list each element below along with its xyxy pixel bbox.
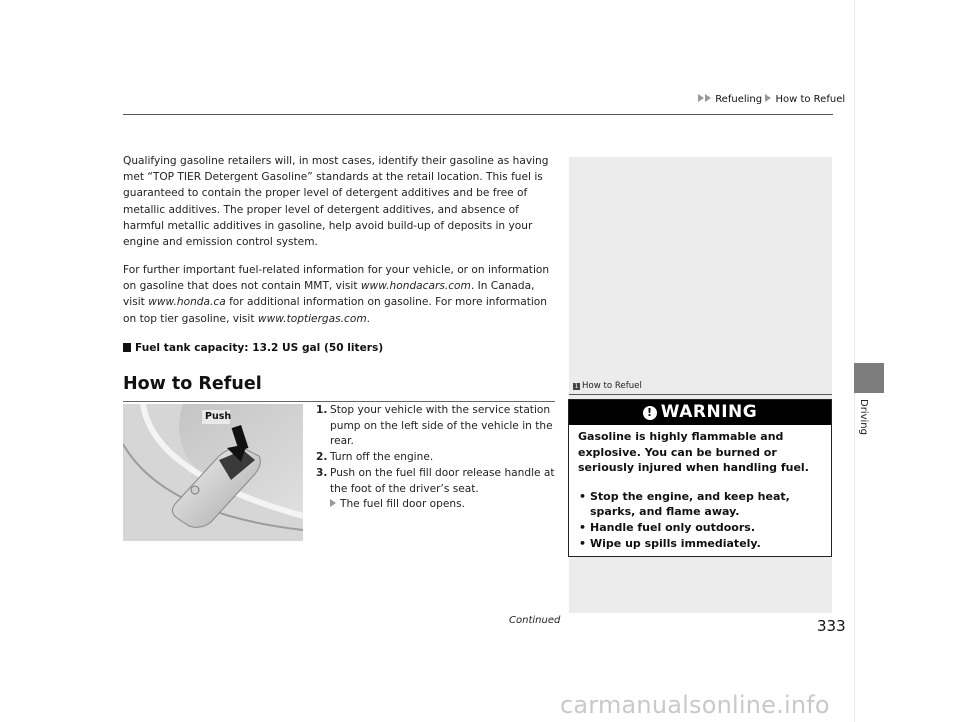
step-number: 2.	[316, 451, 328, 464]
link-honda-ca[interactable]: www.honda.ca	[148, 296, 226, 309]
step-text: Push on the fuel fill door release handle at the foot of the driver’s seat.	[330, 466, 555, 495]
note-divider	[569, 394, 832, 395]
step-number: 3.	[316, 466, 328, 479]
side-margin-line	[854, 0, 855, 722]
warning-box	[568, 399, 832, 557]
step-item	[316, 466, 556, 497]
page-number: 333	[817, 617, 846, 635]
note-title: How to Refuel	[582, 381, 642, 391]
continued-label: Continued	[509, 615, 561, 626]
step-result	[316, 497, 556, 513]
header-divider	[123, 114, 833, 115]
warning-bullet: • Stop the engine, and keep heat, sparks, and flame away.	[578, 489, 826, 520]
link-hondacars[interactable]: www.hondacars.com	[360, 280, 471, 293]
site-watermark: carmanualsonline.info	[560, 691, 830, 719]
step-result-text: The fuel fill door opens.	[340, 498, 466, 511]
section-divider	[123, 401, 555, 402]
fuel-door-release-illustration	[123, 404, 303, 541]
chevron-right-icon	[698, 94, 704, 102]
arrow-right-icon	[330, 499, 336, 507]
fuel-info-text: For further important fuel-related information for your vehicle, or on information on gasoline that does not contain MMT, visit	[123, 264, 550, 293]
step-item	[316, 450, 556, 466]
warning-intro: Gasoline is highly flammable and explosive. You can be burned or seriously injured when handling fuel.	[578, 430, 809, 475]
note-ref-icon: 1	[574, 383, 579, 390]
step-text: Turn off the engine.	[330, 451, 434, 464]
square-bullet-icon	[123, 343, 131, 352]
section-title: How to Refuel	[123, 374, 262, 394]
note-heading	[573, 381, 642, 391]
fuel-info-text: for additional information on gasoline. For more information on top tier gasoline, visit	[123, 296, 547, 325]
warning-bullet: • Handle fuel only outdoors.	[578, 520, 826, 536]
fuel-info-text: . In Canada, visit	[123, 280, 535, 309]
warning-title: WARNING	[660, 402, 758, 422]
warning-body	[578, 429, 826, 551]
step-text: Stop your vehicle with the service station pump on the left side of the vehicle in the rear.	[330, 404, 553, 448]
chevron-right-icon	[705, 94, 711, 102]
fuel-info-paragraph	[123, 262, 555, 327]
fuel-release-handle-drawing	[123, 404, 303, 541]
step-item	[316, 403, 556, 450]
chapter-tab-marker[interactable]	[854, 363, 884, 393]
breadcrumb	[698, 94, 845, 105]
fuel-capacity-heading	[123, 342, 383, 354]
link-toptiergas[interactable]: www.toptiergas.com	[257, 312, 367, 325]
warning-list	[578, 489, 826, 551]
warning-header	[569, 400, 831, 425]
fuel-info-text: .	[366, 312, 371, 325]
chapter-tab[interactable]	[857, 399, 871, 439]
breadcrumb-item-how-to-refuel[interactable]: How to Refuel	[775, 94, 846, 105]
refuel-steps	[316, 403, 556, 513]
chapter-tab-label: Driving	[858, 399, 869, 435]
warning-alert-icon: !	[643, 406, 657, 420]
warning-bullet: • Wipe up spills immediately.	[578, 536, 826, 552]
push-callout-label: Push	[205, 411, 232, 422]
breadcrumb-item-refueling[interactable]: Refueling	[715, 94, 763, 105]
fuel-capacity-label: Fuel tank capacity: 13.2 US gal (50 liters)	[135, 342, 384, 354]
chevron-right-icon	[765, 94, 771, 102]
intro-paragraph: Qualifying gasoline retailers will, in most cases, identify their gasoline as having met “TOP TIER Detergent Gasoline” standards at the retail location. This fuel is guaranteed to contain the proper level of detergent additives and be free of metallic additives. The proper level of detergent additives, and absence of harmful metallic additives in gasoline, help avoid build-up of deposits in your engine and emission control system.	[123, 155, 549, 249]
step-number: 1.	[316, 404, 328, 416]
